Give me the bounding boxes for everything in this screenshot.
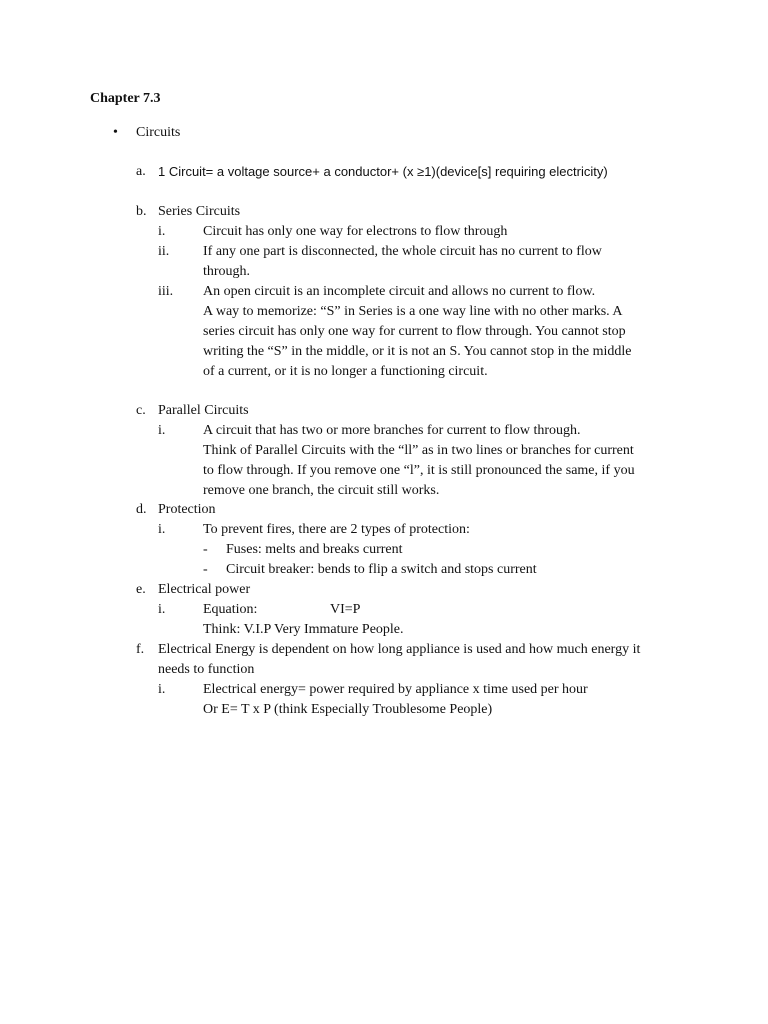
item-b-iii-line: A way to memorize: “S” in Series is a one way line with no other marks. A — [203, 304, 623, 319]
item-f-i-line: Or E= T x P (think Especially Troublesome People) — [203, 702, 493, 717]
item-c-marker: c. — [136, 403, 146, 418]
item-e-i-marker: i. — [158, 602, 166, 617]
item-e-title: Electrical power — [158, 582, 251, 597]
bullet-text: Circuits — [136, 125, 181, 140]
item-b-iii-line: series circuit has only one way for current to flow through. You cannot stop — [203, 324, 626, 339]
item-c-i-line: remove one branch, the circuit still works. — [203, 483, 440, 498]
item-f-line: Electrical Energy is dependent on how long appliance is used and how much energy it — [158, 642, 641, 657]
item-d-title: Protection — [158, 502, 216, 517]
item-b-ii-line: through. — [203, 264, 251, 279]
item-b-iii-marker: iii. — [158, 284, 174, 299]
item-b-iii-line: An open circuit is an incomplete circuit and allows no current to flow. — [203, 284, 596, 299]
item-b-i-text: Circuit has only one way for electrons to flow through — [203, 224, 508, 239]
item-b-ii-marker: ii. — [158, 244, 170, 259]
item-b-iii-line: writing the “S” in the middle, or it is not an S. You cannot stop in the middle — [203, 344, 632, 359]
equation-value: VI=P — [330, 602, 361, 617]
item-c-title: Parallel Circuits — [158, 403, 249, 418]
item-c-i-line: to flow through. If you remove one “l”, it is still pronounced the same, if you — [203, 463, 635, 478]
item-f-i-line: Electrical energy= power required by appliance x time used per hour — [203, 682, 588, 697]
item-d-marker: d. — [136, 502, 147, 517]
equation-label: Equation: — [203, 602, 258, 617]
item-f-marker: f. — [136, 642, 145, 657]
item-b-i-marker: i. — [158, 224, 166, 239]
item-a-marker: a. — [136, 164, 146, 179]
item-b-title: Series Circuits — [158, 204, 241, 219]
dash-item-fuses: Fuses: melts and breaks current — [226, 542, 403, 557]
bullet-icon: • — [113, 125, 118, 140]
item-b-ii-line: If any one part is disconnected, the whole circuit has no current to flow — [203, 244, 602, 259]
dash-marker: - — [203, 542, 208, 557]
item-e-i-note: Think: V.I.P Very Immature People. — [203, 622, 404, 637]
item-c-i-line: Think of Parallel Circuits with the “ll” as in two lines or branches for current — [203, 443, 634, 458]
item-a-text: 1 Circuit= a voltage source+ a conductor+ (x ≥1)(device[s] requiring electricity) — [158, 164, 608, 179]
item-f-i-marker: i. — [158, 682, 166, 697]
item-b-marker: b. — [136, 204, 147, 219]
item-d-i-text: To prevent fires, there are 2 types of protection: — [203, 522, 470, 537]
item-f-line: needs to function — [158, 662, 255, 677]
dash-marker: - — [203, 562, 208, 577]
item-d-i-marker: i. — [158, 522, 166, 537]
dash-item-circuit-breaker: Circuit breaker: bends to flip a switch and stops current — [226, 562, 537, 577]
item-c-i-marker: i. — [158, 423, 166, 438]
item-c-i-line: A circuit that has two or more branches for current to flow through. — [203, 423, 581, 438]
item-e-marker: e. — [136, 582, 146, 597]
item-b-iii-line: of a current, or it is no longer a functioning circuit. — [203, 364, 488, 379]
chapter-title: Chapter 7.3 — [90, 91, 161, 106]
